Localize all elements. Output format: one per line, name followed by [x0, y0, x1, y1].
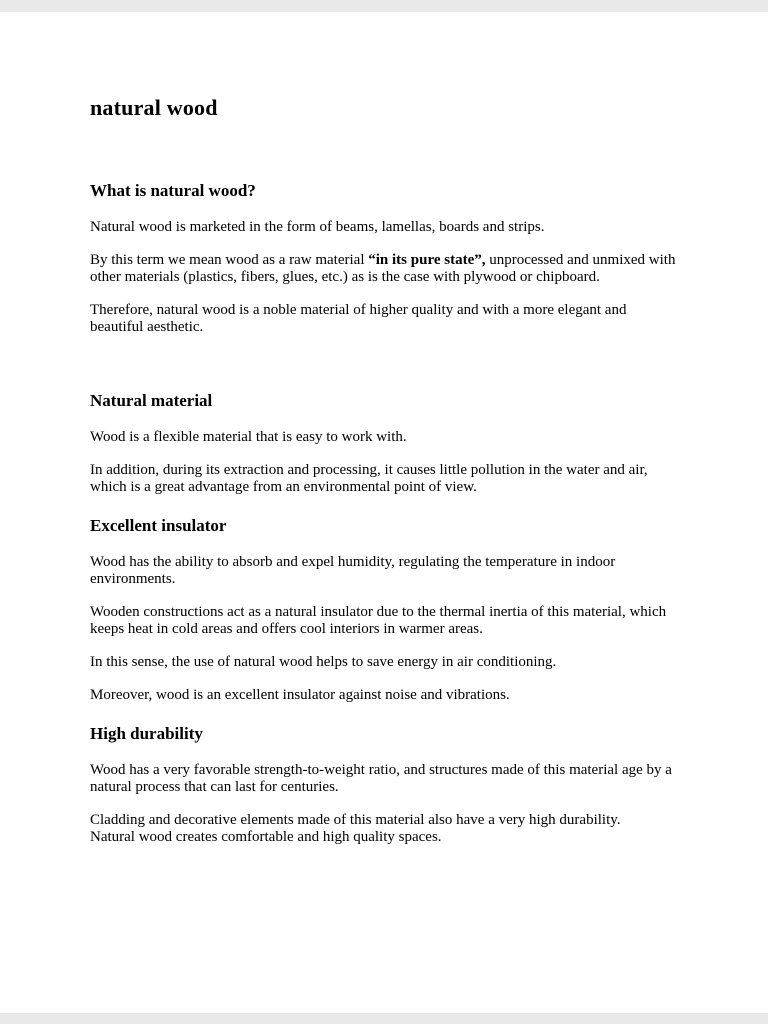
section-heading: Excellent insulator: [90, 516, 227, 535]
paragraph-run-post: unprocessed and unmixed with other materials (plastics, fibers, glues, etc.) as is the case with plywood or chipboard.: [90, 252, 676, 285]
paragraph: Wood has a very favorable strength-to-weight ratio, and structures made of this material age by a natural process that can last for centuries.: [90, 762, 672, 795]
paragraph: Wood has the ability to absorb and expel humidity, regulating the temperature in indoor environments.: [90, 554, 616, 587]
paragraph-line-1: Cladding and decorative elements made of this material also have a very high durability.: [90, 812, 621, 828]
section-what-is-natural-wood: [90, 182, 677, 336]
section-heading: What is natural wood?: [90, 181, 256, 200]
paragraph: Wood is a flexible material that is easy to work with.: [90, 429, 407, 445]
document-page: [0, 12, 768, 1013]
paragraph-line-2: Natural wood creates comfortable and high quality spaces.: [90, 829, 442, 845]
paragraph: In this sense, the use of natural wood helps to save energy in air conditioning.: [90, 654, 557, 670]
document-title: natural wood: [90, 95, 218, 120]
paragraph: Therefore, natural wood is a noble material of higher quality and with a more elegant and beautiful aesthetic.: [90, 302, 627, 335]
paragraph: Natural wood is marketed in the form of beams, lamellas, boards and strips.: [90, 219, 545, 235]
paragraph: Moreover, wood is an excellent insulator against noise and vibrations.: [90, 687, 510, 703]
section-heading: High durability: [90, 724, 203, 743]
section-excellent-insulator: [90, 517, 677, 704]
paragraph-run-bold: “in its pure state”,: [368, 252, 486, 268]
paragraph: [90, 252, 677, 286]
page-content: [0, 97, 768, 846]
paragraph: Wooden constructions act as a natural insulator due to the thermal inertia of this material, which keeps heat in cold areas and offers cool interiors in warmer areas.: [90, 604, 667, 637]
paragraph: [90, 812, 677, 846]
section-heading: Natural material: [90, 391, 213, 410]
paragraph-run-pre: By this term we mean wood as a raw material: [90, 252, 369, 268]
paragraph: In addition, during its extraction and processing, it causes little pollution in the water and air, which is a great advantage from an environmental point of view.: [90, 462, 648, 495]
section-natural-material: [90, 392, 677, 496]
section-high-durability: [90, 725, 677, 846]
